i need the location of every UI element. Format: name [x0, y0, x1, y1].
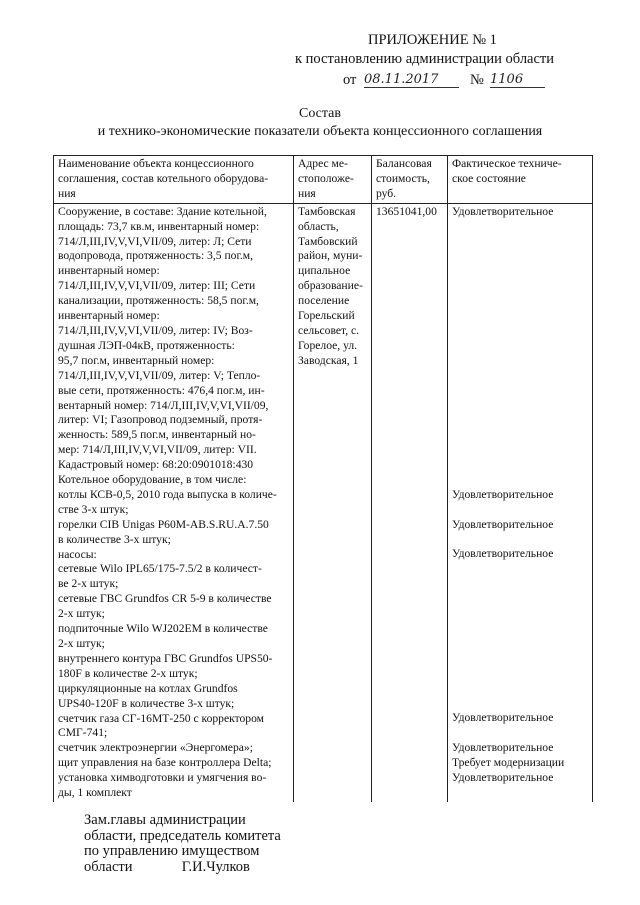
description-line: котлы КСВ-0,5, 2010 года выпуска в количе- — [58, 487, 277, 501]
description-line: счетчик электроэнергии «Энергомера»; — [58, 741, 253, 755]
description-line: щит управления на базе контроллера Delta; — [58, 756, 272, 770]
number-prefix: № — [470, 72, 484, 88]
signatory-name: Г.И.Чулков — [181, 858, 250, 875]
description-line: литер: VI; Газопровод подземный, протя- — [58, 413, 263, 427]
description-line: мер: 714/Л,III,IV,V,VI,VII/09, литер: VII. — [58, 443, 257, 457]
state-value: Удовлетворительное — [452, 487, 554, 501]
address-line: район, муни- — [298, 249, 363, 263]
address-line: ципальное — [298, 264, 351, 278]
description-line: канализации, протяженность: 58,5 пог.м, — [58, 294, 259, 308]
concession-table — [53, 155, 593, 802]
description-line: Сооружение, в составе: Здание котельной, — [58, 204, 267, 218]
object-address — [294, 203, 372, 802]
description-line: в количестве 3-х штук; — [58, 532, 171, 546]
state-value: Удовлетворительное — [452, 204, 554, 218]
description-line: циркуляционные на котлах Grundfos — [58, 681, 238, 695]
description-line: счетчик газа СГ-16МТ-250 с корректором — [58, 711, 265, 725]
description-line: внутреннего контура ГВС Grundfos UPS50- — [58, 651, 273, 665]
description-line: женность: 589,5 пог.м, инвентарный но- — [58, 428, 256, 442]
description-line: 714/Л,III,IV,V,VI,VII/09, литер: Л; Сети — [58, 234, 252, 248]
state-value: Удовлетворительное — [452, 741, 554, 755]
signature-position-line: области, председатель комитета — [84, 827, 281, 844]
signature-position-line: области — [84, 858, 133, 875]
description-line: ды, 1 комплект — [58, 786, 132, 800]
description-line: установка химводготовки и умягчения во- — [58, 771, 267, 785]
state-value: Удовлетворительное — [452, 711, 554, 725]
description-line: подпиточные Wilo WJ202EM в количестве — [58, 622, 268, 636]
state-value: Удовлетворительное — [452, 517, 554, 531]
table-header-row — [54, 156, 593, 204]
address-line: образование- — [298, 279, 363, 293]
doc-subtitle: и технико-экономические показатели объекта концессионного соглашения — [97, 124, 543, 139]
address-line: область, — [298, 219, 339, 233]
signature-position-line: по управлению имуществом — [84, 843, 260, 859]
description-line: площадь: 73,7 кв.м, инвентарный номер: — [58, 219, 260, 233]
address-line: Тамбовский — [298, 234, 358, 248]
header-name: Наименование объекта концессионного соглашения, состав котельного оборудова- ния — [54, 156, 294, 204]
description-line: 714/Л,III,IV,V,VI,VII/09, литер: III; Сети — [58, 279, 256, 293]
description-line: 714/Л,III,IV,V,VI,VII/09, литер: IV; Воз- — [58, 323, 253, 337]
description-line: 2-х штук; — [58, 607, 105, 621]
handwritten-number: 1106 — [490, 72, 545, 88]
handwritten-date: 08.11.2017 — [364, 72, 459, 88]
header-state: Фактическое техниче- ское состояние — [448, 156, 593, 204]
state-value: Удовлетворительное — [452, 770, 554, 784]
address-line: Тамбовская — [298, 204, 356, 218]
description-line: вентарный номер: 714/Л,III,IV,V,VI,VII/09, — [58, 398, 269, 412]
doc-title: Состав — [298, 106, 341, 121]
date-prefix: от — [343, 72, 357, 88]
description-line: водопровода, протяженность: 3,5 пог.м, — [58, 249, 254, 263]
address-line: Заводская, 1 — [298, 353, 359, 367]
object-description — [54, 203, 294, 802]
table-row — [54, 203, 593, 802]
balance-value-cell — [372, 203, 448, 802]
appendix-label: ПРИЛОЖЕНИЕ № 1 — [368, 32, 497, 48]
description-line: 714/Л,III,IV,V,VI,VII/09, литер: V; Тепло- — [58, 368, 261, 382]
address-line: Горелое, ул. — [298, 338, 358, 352]
description-line: Кадастровый номер: 68:20:0901018:430 — [58, 458, 254, 472]
description-line: вые сети, протяженность: 476,4 пог.м, ин- — [58, 383, 265, 397]
signature-block — [84, 813, 281, 875]
address-line: сельсовет, с. — [298, 323, 360, 337]
resolution-ref: к постановлению администрации области — [295, 51, 555, 67]
description-line: душная ЛЭП-04кВ, протяженность: — [58, 338, 235, 352]
header-balance: Балансовая стоимость, руб. — [372, 156, 448, 204]
description-line: инвентарный номер: — [58, 264, 160, 278]
description-line: 95,7 пог.м, инвентарный номер: — [58, 353, 215, 367]
state-value: Требует модернизации — [452, 756, 565, 770]
description-line: UPS40-120F в количестве 3-х штук; — [58, 696, 235, 710]
balance-value: 13651041,00 — [376, 204, 437, 218]
description-line: горелки CIB Unigas P60M-AB.S.RU.A.7.50 — [58, 517, 269, 531]
description-line: Котельное оборудование, в том числе: — [58, 473, 247, 487]
description-line: стве 3-х штук; — [58, 502, 129, 516]
header-address: Адрес ме- стоположе- ния — [294, 156, 372, 204]
description-line: инвентарный номер: — [58, 309, 160, 323]
description-line: сетевые Wilo IPL65/175-7.5/2 в количест- — [58, 562, 262, 576]
description-line: насосы: — [58, 547, 97, 561]
description-line: сетевые ГВС Grundfos CR 5-9 в количестве — [58, 592, 272, 606]
state-value: Удовлетворительное — [452, 547, 554, 561]
description-line: ве 2-х штук; — [58, 577, 119, 591]
description-line: СМГ-741; — [58, 726, 108, 740]
signature-position-line: Зам.главы администрации — [84, 812, 246, 828]
description-line: 180F в количестве 2-х штук; — [58, 666, 198, 680]
address-line: поселение — [298, 294, 350, 308]
description-line: 2-х штук; — [58, 637, 105, 650]
address-line: Горельский — [298, 309, 355, 323]
technical-state — [448, 203, 593, 802]
